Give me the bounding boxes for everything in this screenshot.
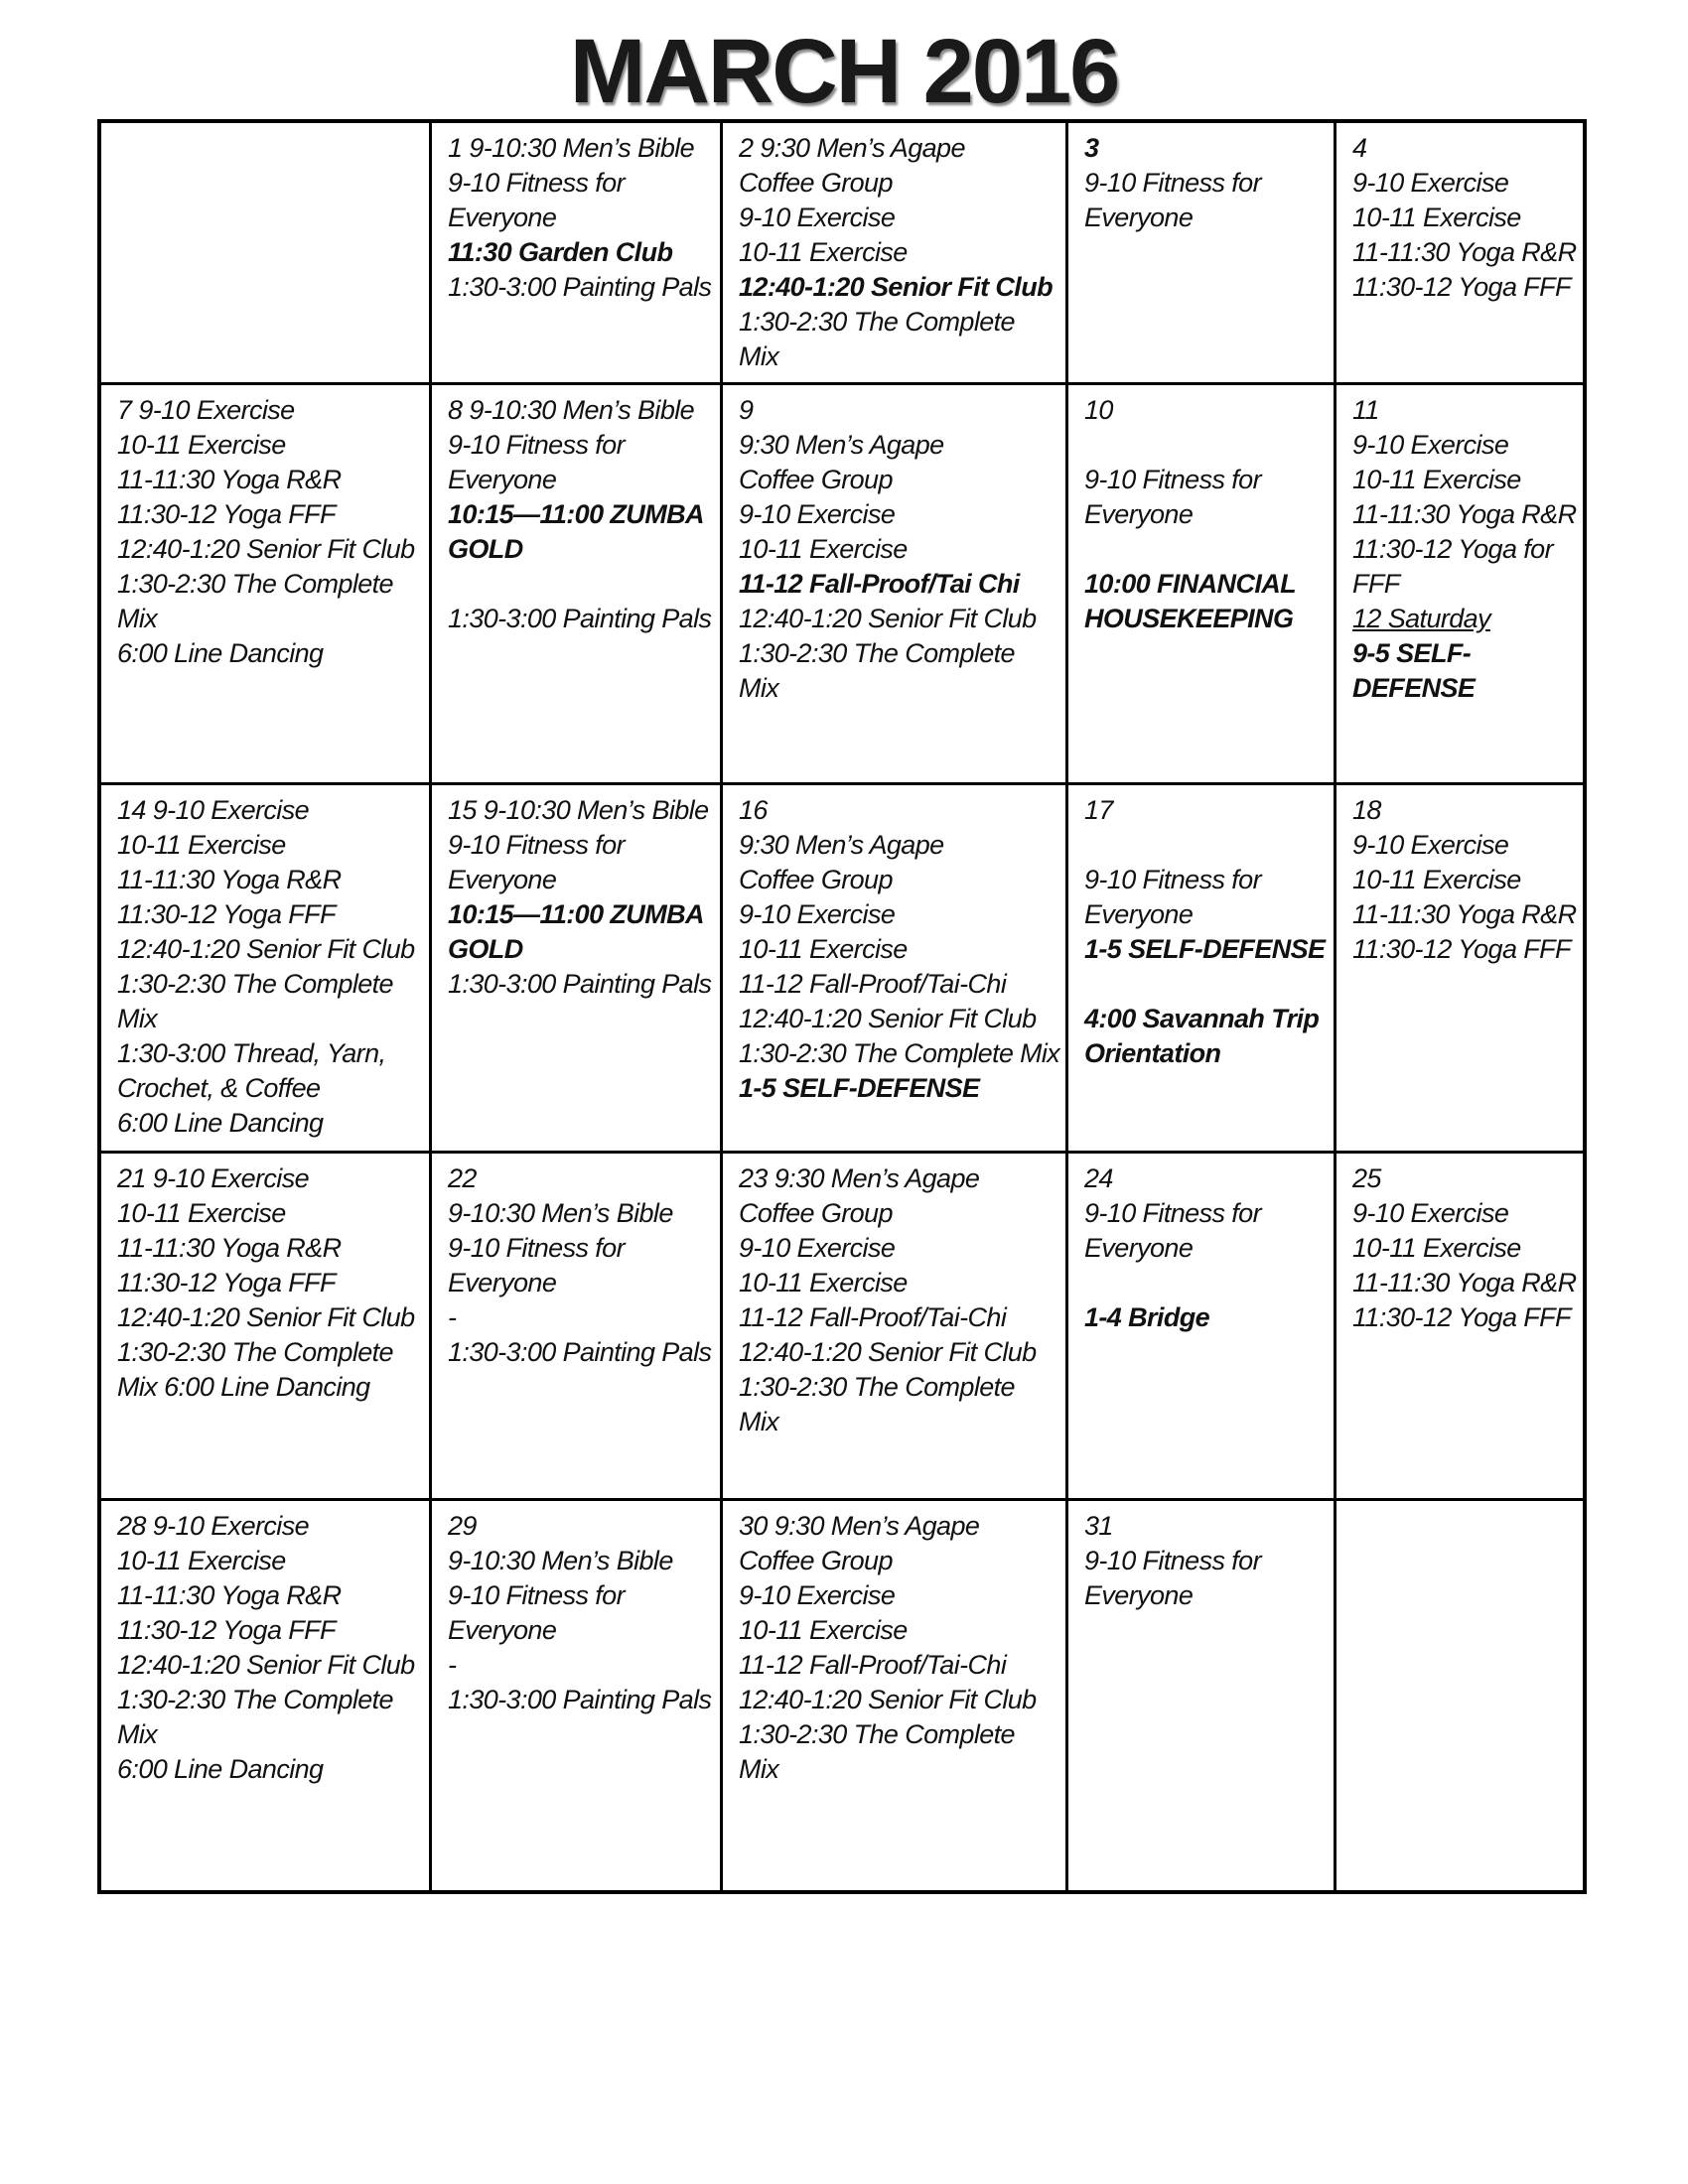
event-line: 12:40-1:20 Senior Fit Club <box>739 1004 1037 1033</box>
event-line: 9-10 Exercise <box>739 203 896 232</box>
event-line: 9-10 Exercise <box>1352 430 1509 460</box>
calendar-day-cell <box>1068 123 1336 385</box>
event-line: 9-10 Exercise <box>1352 168 1509 198</box>
event-line: Everyone <box>448 865 557 894</box>
calendar-day-cell <box>1336 123 1583 385</box>
event-line: 10:00 FINANCIAL <box>1084 569 1297 599</box>
day-first-line: 2 9:30 Men’s Agape <box>739 133 965 163</box>
event-line: 9-10 Exercise <box>739 499 896 529</box>
event-line <box>448 567 710 602</box>
event-line: 9-10 Fitness for <box>448 1580 625 1610</box>
event-line: Everyone <box>1084 899 1194 929</box>
calendar-day-cell <box>1068 1501 1336 1890</box>
event-line: 10:15—11:00 ZUMBA <box>448 499 704 529</box>
event-line: 1:30-3:00 Painting Pals <box>448 272 712 302</box>
event-line: 1:30-3:00 Thread, Yarn, <box>117 1038 386 1068</box>
event-line: 12:40-1:20 Senior Fit Club <box>739 272 1053 302</box>
event-line: 1:30-2:30 The Complete <box>739 307 1015 337</box>
event-line: 12:40-1:20 Senior Fit Club <box>117 534 415 564</box>
event-line: 10-11 Exercise <box>739 1268 908 1297</box>
day-first-line: 10 <box>1084 395 1113 425</box>
event-line: Coffee Group <box>739 465 893 494</box>
event-line: 11:30 Garden Club <box>448 237 673 267</box>
event-line: 6:00 Line Dancing <box>117 1108 324 1138</box>
event-line: 12:40-1:20 Senior Fit Club <box>117 1302 415 1332</box>
day-first-line: 24 <box>1084 1163 1113 1193</box>
event-line: 9-10 Fitness for <box>448 168 625 198</box>
event-line: 12:40-1:20 Senior Fit Club <box>739 604 1037 633</box>
event-line: 9-10 Fitness for <box>1084 1198 1261 1228</box>
day-first-line: 8 9-10:30 Men’s Bible <box>448 395 695 425</box>
event-line: 10-11 Exercise <box>739 237 908 267</box>
day-first-line: 7 9-10 Exercise <box>117 395 295 425</box>
calendar-day-cell <box>723 1501 1068 1890</box>
event-line: 1-5 SELF-DEFENSE <box>1084 934 1326 964</box>
event-line: 9-10 Exercise <box>739 899 896 929</box>
day-first-line: 16 <box>739 795 768 825</box>
day-first-line: 18 <box>1352 795 1381 825</box>
event-line: 1:30-3:00 Painting Pals <box>448 1337 712 1367</box>
calendar-day-cell <box>101 785 432 1154</box>
day-first-line: 14 9-10 Exercise <box>117 795 310 825</box>
event-line: 1:30-3:00 Painting Pals <box>448 969 712 999</box>
event-line: 9-10 Exercise <box>739 1580 896 1610</box>
event-line: Everyone <box>1084 1233 1194 1263</box>
calendar-day-cell <box>723 123 1068 385</box>
event-line: 9-10 Exercise <box>1352 830 1509 860</box>
event-line: 11-11:30 Yoga R&R <box>1352 1268 1577 1297</box>
day-first-line: 15 9-10:30 Men’s Bible <box>448 795 709 825</box>
event-line: 11-11:30 Yoga R&R <box>117 465 342 494</box>
calendar-day-cell <box>1068 1154 1336 1501</box>
day-first-line: 4 <box>1352 133 1367 163</box>
calendar-day-cell <box>1068 385 1336 785</box>
event-line: DEFENSE <box>1352 673 1476 703</box>
calendar-day-cell <box>101 385 432 785</box>
event-line: 11-11:30 Yoga R&R <box>1352 237 1577 267</box>
event-line: 9-10 Fitness for <box>448 1233 625 1263</box>
event-line: 1:30-3:00 Painting Pals <box>448 604 712 633</box>
event-line: 11-12 Fall-Proof/Tai-Chi <box>739 969 1007 999</box>
event-line: Everyone <box>1084 1580 1194 1610</box>
event-line: 9-5 SELF- <box>1352 638 1472 668</box>
event-line: Everyone <box>1084 203 1194 232</box>
event-line: 10-11 Exercise <box>739 1615 908 1645</box>
event-line: 9-10 Fitness for <box>448 430 625 460</box>
event-line: Mix <box>739 341 779 371</box>
event-line: 10:15—11:00 ZUMBA <box>448 899 704 929</box>
event-line: 9-10:30 Men’s Bible <box>448 1198 673 1228</box>
event-line: Everyone <box>448 1268 557 1297</box>
day-first-line: 28 9-10 Exercise <box>117 1511 310 1541</box>
event-line: 9:30 Men’s Agape <box>739 830 944 860</box>
event-line: 11-12 Fall-Proof/Tai-Chi <box>739 1650 1007 1680</box>
event-line: Everyone <box>448 1615 557 1645</box>
event-line: Everyone <box>1084 499 1194 529</box>
event-line: 1:30-2:30 The Complete Mix <box>739 1038 1060 1068</box>
event-line: Crochet, & Coffee <box>117 1073 321 1103</box>
day-first-line: 29 <box>448 1511 477 1541</box>
calendar-day-cell <box>723 785 1068 1154</box>
event-line: 6:00 Line Dancing <box>117 638 324 668</box>
event-line <box>1084 1266 1324 1300</box>
day-first-line: 22 <box>448 1163 477 1193</box>
day-first-line: 31 <box>1084 1511 1113 1541</box>
event-line: 9-10 Exercise <box>739 1233 896 1263</box>
event-line: Coffee Group <box>739 168 893 198</box>
event-line: 9-10:30 Men’s Bible <box>448 1546 673 1575</box>
day-first-line: 25 <box>1352 1163 1381 1193</box>
event-line: 1:30-2:30 The Complete <box>739 638 1015 668</box>
event-line: 9-10 Fitness for <box>1084 865 1261 894</box>
day-first-line: 1 9-10:30 Men’s Bible <box>448 133 695 163</box>
event-line: 11:30-12 Yoga FFF <box>117 899 336 929</box>
event-line: 10-11 Exercise <box>1352 865 1521 894</box>
event-line: 11-11:30 Yoga R&R <box>117 1233 342 1263</box>
calendar-day-cell <box>1336 1501 1583 1890</box>
calendar-day-cell <box>432 1501 723 1890</box>
event-line: 1:30-2:30 The Complete <box>117 969 393 999</box>
event-line: GOLD <box>448 934 523 964</box>
event-line: 11:30-12 Yoga FFF <box>1352 1302 1571 1332</box>
day-first-line: 3 <box>1084 133 1099 163</box>
event-line: Mix <box>739 673 779 703</box>
event-line: 4:00 Savannah Trip <box>1084 1004 1320 1033</box>
event-line: Coffee Group <box>739 1546 893 1575</box>
day-first-line: 30 9:30 Men’s Agape <box>739 1511 980 1541</box>
event-line <box>1084 967 1324 1002</box>
event-line: 11:30-12 Yoga FFF <box>1352 934 1571 964</box>
event-line: 12:40-1:20 Senior Fit Club <box>739 1337 1037 1367</box>
event-line: 12:40-1:20 Senior Fit Club <box>117 1650 415 1680</box>
event-line: 11-11:30 Yoga R&R <box>117 865 342 894</box>
event-line: 9-10 Exercise <box>1352 1198 1509 1228</box>
event-line: 9-10 Fitness for <box>448 830 625 860</box>
event-line: 11-11:30 Yoga R&R <box>1352 899 1577 929</box>
day-first-line: 17 <box>1084 795 1113 825</box>
event-line: 10-11 Exercise <box>117 1198 286 1228</box>
event-line <box>1084 532 1324 567</box>
event-line: 12 Saturday <box>1352 604 1490 633</box>
event-line: 10-11 Exercise <box>1352 1233 1521 1263</box>
calendar-day-cell <box>101 1154 432 1501</box>
event-line <box>1084 828 1324 863</box>
event-line: 11:30-12 Yoga FFF <box>117 499 336 529</box>
calendar-day-cell <box>432 785 723 1154</box>
event-line: 10-11 Exercise <box>117 830 286 860</box>
event-line: 1:30-2:30 The Complete <box>117 1685 393 1714</box>
event-line: Mix 6:00 Line Dancing <box>117 1372 370 1402</box>
calendar-day-cell <box>432 1154 723 1501</box>
event-line: Mix <box>739 1754 779 1784</box>
day-first-line: 23 9:30 Men’s Agape <box>739 1163 980 1193</box>
event-line: 12:40-1:20 Senior Fit Club <box>739 1685 1037 1714</box>
calendar-day-cell <box>101 1501 432 1890</box>
calendar-day-cell <box>432 123 723 385</box>
event-line: Mix <box>117 1004 158 1033</box>
event-line: 9-10 Fitness for <box>1084 168 1261 198</box>
event-line: 6:00 Line Dancing <box>117 1754 324 1784</box>
event-line: HOUSEKEEPING <box>1084 604 1294 633</box>
event-line: 1:30-3:00 Painting Pals <box>448 1685 712 1714</box>
calendar-grid <box>97 119 1587 1894</box>
day-first-line: 9 <box>739 395 754 425</box>
calendar-day-cell <box>432 385 723 785</box>
event-line: - <box>448 1650 457 1680</box>
event-line: 1-5 SELF-DEFENSE <box>739 1073 980 1103</box>
event-line: 10-11 Exercise <box>117 430 286 460</box>
event-line: Coffee Group <box>739 865 893 894</box>
event-line: 11:30-12 Yoga FFF <box>117 1268 336 1297</box>
event-line: Everyone <box>448 203 557 232</box>
event-line: 12:40-1:20 Senior Fit Club <box>117 934 415 964</box>
event-line: 9-10 Fitness for <box>1084 1546 1261 1575</box>
event-line: Everyone <box>448 465 557 494</box>
event-line: 11-11:30 Yoga R&R <box>117 1580 342 1610</box>
event-line: 1:30-2:30 The Complete <box>117 569 393 599</box>
event-line: 11-12 Fall-Proof/Tai Chi <box>739 569 1020 599</box>
calendar-day-cell <box>1336 785 1583 1154</box>
event-line: 10-11 Exercise <box>117 1546 286 1575</box>
calendar-day-cell <box>1068 785 1336 1154</box>
event-line <box>1084 428 1324 463</box>
calendar-day-cell <box>101 123 432 385</box>
calendar-day-cell <box>1336 1154 1583 1501</box>
event-line: FFF <box>1352 569 1400 599</box>
event-line: Orientation <box>1084 1038 1221 1068</box>
event-line: 1-4 Bridge <box>1084 1302 1210 1332</box>
day-first-line: 21 9-10 Exercise <box>117 1163 310 1193</box>
event-line: 11:30-12 Yoga FFF <box>117 1615 336 1645</box>
event-line: GOLD <box>448 534 523 564</box>
event-line: 10-11 Exercise <box>739 934 908 964</box>
event-line: 1:30-2:30 The Complete <box>117 1337 393 1367</box>
event-line: 10-11 Exercise <box>1352 465 1521 494</box>
event-line: 11-12 Fall-Proof/Tai-Chi <box>739 1302 1007 1332</box>
page-title: MARCH 2016 <box>569 21 1119 122</box>
event-line: - <box>448 1302 457 1332</box>
day-first-line: 11 <box>1352 395 1379 425</box>
event-line: Mix <box>739 1407 779 1436</box>
calendar-day-cell <box>723 385 1068 785</box>
event-line: 1:30-2:30 The Complete <box>739 1719 1015 1749</box>
event-line: 9-10 Fitness for <box>1084 465 1261 494</box>
event-line: 11:30-12 Yoga FFF <box>1352 272 1571 302</box>
event-line: 1:30-2:30 The Complete <box>739 1372 1015 1402</box>
calendar-day-cell <box>723 1154 1068 1501</box>
event-line: 10-11 Exercise <box>1352 203 1521 232</box>
event-line: Coffee Group <box>739 1198 893 1228</box>
calendar-day-cell <box>1336 385 1583 785</box>
event-line: Mix <box>117 1719 158 1749</box>
event-line: 11:30-12 Yoga for <box>1352 534 1553 564</box>
event-line: 9:30 Men’s Agape <box>739 430 944 460</box>
event-line: 10-11 Exercise <box>739 534 908 564</box>
event-line: Mix <box>117 604 158 633</box>
event-line: 11-11:30 Yoga R&R <box>1352 499 1577 529</box>
